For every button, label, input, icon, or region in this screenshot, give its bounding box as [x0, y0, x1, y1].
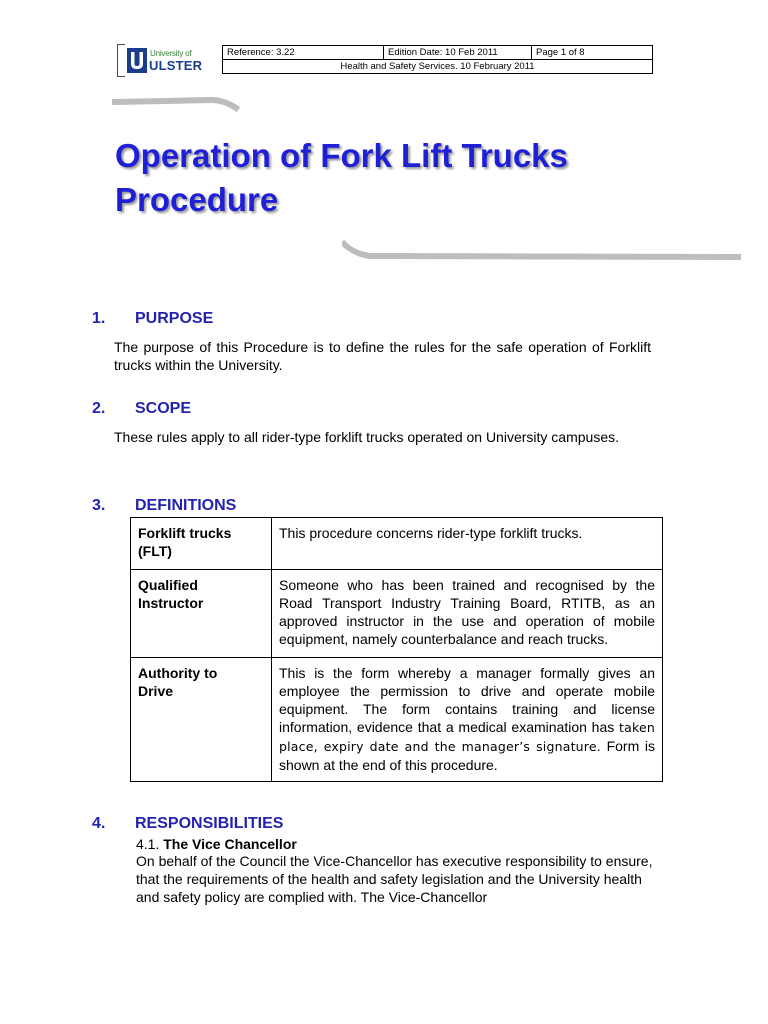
responsibilities-text: On behalf of the Council the Vice-Chancellor has executive responsibility to ensure, that the requirements of the health and safety legislation and the University health and safety policy are complied with. The Vice-Chancellor — [136, 853, 653, 905]
table-row — [131, 658, 663, 782]
section-purpose-heading — [92, 310, 213, 328]
reference-cell: Reference: 3.22 — [223, 46, 384, 60]
term-line: Instructor — [138, 595, 204, 611]
scope-text: These rules apply to all rider-type forklift trucks operated on University campuses. — [114, 429, 619, 445]
section-definitions-heading — [92, 497, 236, 515]
document-header-table — [222, 45, 653, 74]
description-part: This is the form whereby a manager formally gives an employee the permission to drive and operate mobile equipment. The form contains training and license information, evidence that a medical examination has — [279, 665, 655, 735]
section-title: PURPOSE — [135, 310, 214, 327]
page-number-cell: Page 1 of 8 — [532, 46, 653, 60]
term-line: Qualified — [138, 577, 198, 593]
title-line-1: Operation of Fork Lift Trucks — [115, 137, 568, 174]
section-number: 2. — [92, 400, 106, 417]
title-line-2: Procedure — [115, 181, 279, 218]
definition-term — [131, 570, 272, 658]
header-subline-cell: Health and Safety Services. 10 February 2011 — [223, 60, 653, 74]
definition-term — [131, 518, 272, 570]
description-part: taken place, expiry date and the manager’s signature. — [279, 720, 655, 754]
table-row — [131, 518, 663, 570]
section-title: SCOPE — [135, 400, 192, 417]
definition-term — [131, 658, 272, 782]
term-line: Forklift trucks — [138, 525, 232, 541]
edition-date-cell: Edition Date: 10 Feb 2011 — [384, 46, 532, 60]
logo-bracket — [117, 44, 125, 77]
logo-u-mark-icon — [127, 48, 147, 73]
university-logo — [117, 44, 201, 78]
section-number: 3. — [92, 497, 106, 514]
subsection-title: The Vice Chancellor — [163, 836, 297, 852]
bottom-swoosh — [342, 240, 742, 264]
term-line: Authority to — [138, 665, 218, 681]
section-title: RESPONSIBILITIES — [135, 815, 284, 832]
section-title: DEFINITIONS — [135, 497, 237, 514]
section-number: 1. — [92, 310, 106, 327]
definition-description: This procedure concerns rider-type forklift trucks. — [272, 518, 663, 570]
subsection-number: 4.1. — [136, 836, 160, 852]
term-line: (FLT) — [138, 543, 172, 559]
description-part: Form is shown at the end of this procedure. — [279, 738, 655, 773]
table-row — [131, 570, 663, 658]
subsection-heading — [136, 835, 297, 853]
purpose-text: The purpose of this Procedure is to define the rules for the safe operation of Forklift trucks within the University. — [114, 339, 651, 373]
section-number: 4. — [92, 815, 106, 832]
definition-description — [272, 658, 663, 782]
section-responsibilities-heading — [92, 815, 283, 833]
definitions-table — [130, 517, 663, 782]
top-swoosh — [112, 96, 242, 112]
logo-name: ULSTER — [149, 58, 203, 73]
section-scope-heading — [92, 400, 191, 418]
logo-university-of: University of — [150, 49, 192, 58]
term-line: Drive — [138, 683, 174, 699]
definition-description: Someone who has been trained and recognised by the Road Transport Industry Training Board, RTITB, as an approved instructor in the use and operation of mobile equipment, namely counterbalance and reach trucks. — [272, 570, 663, 658]
document-title — [115, 134, 568, 222]
